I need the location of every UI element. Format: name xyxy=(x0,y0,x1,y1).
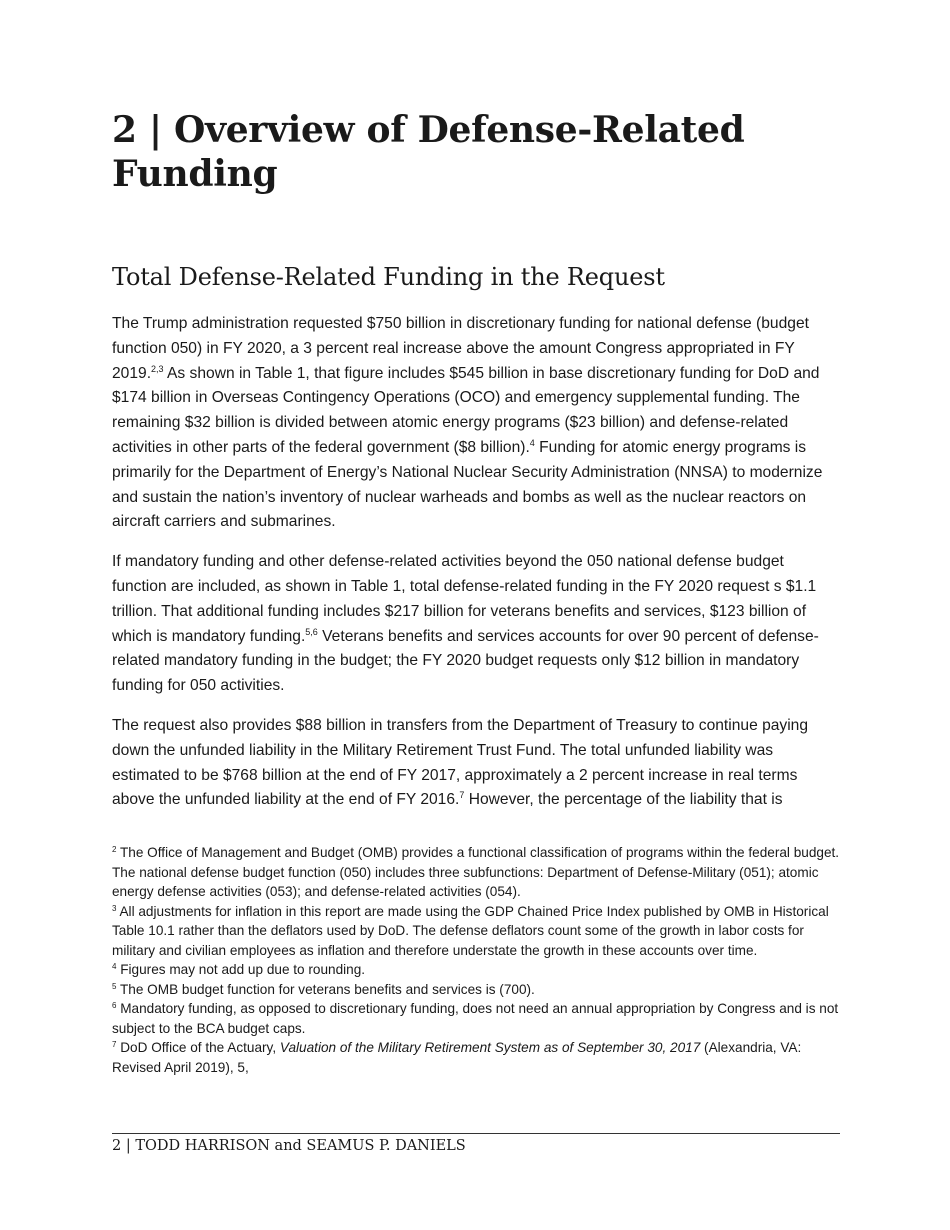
footnote-ref-4[interactable]: 4 xyxy=(529,437,535,448)
footer-page-number: 2 xyxy=(112,1138,122,1154)
footnote-text: The OMB budget function for veterans benefits and services is (700). xyxy=(116,981,535,997)
footnote-number: 3 xyxy=(112,903,117,913)
footnote-7 xyxy=(112,1038,840,1077)
chapter-title-text: Overview of Defense-Related Funding xyxy=(112,109,745,195)
footnotes xyxy=(112,843,840,1077)
footnote-text: Mandatory funding, as opposed to discretionary funding, does not need an annual appropriation by Congress and is not subject to the BCA budget caps. xyxy=(112,1001,839,1036)
footnote-number: 4 xyxy=(112,962,117,971)
footer-separator: | xyxy=(121,1138,136,1154)
paragraph-1-text-b: As shown in Table 1, that figure includes $545 billion in base discretionary funding for DoD and $174 billion in Overseas Contingency Operations (OCO) and emergency supplemental funding. The remaining $32 billion is divided between atomic energy programs ($23 billion) and defense-related activities in other parts of the federal government ($8 billion). xyxy=(112,364,820,456)
paragraph-3-text-a: The request also provides $88 billion in transfers from the Department of Treasury to continue paying down the unfunded liability in the Military Retirement Trust Fund. The total unfunded liability was estimated to be $768 billion at the end of FY 2017, approximately a 2 percent increase in real terms above the unfunded liability at the end of FY 2016. xyxy=(112,716,809,809)
section-heading: Total Defense-Related Funding in the Request xyxy=(112,263,665,291)
footnote-number: 2 xyxy=(112,845,117,854)
page-footer xyxy=(112,1136,840,1156)
footnote-number: 7 xyxy=(112,1040,117,1049)
footnote-5 xyxy=(112,980,840,1000)
footer-divider xyxy=(112,1133,840,1134)
footer-authors: TODD HARRISON and SEAMUS P. DANIELS xyxy=(135,1138,466,1154)
paragraph-2-text-b: Veterans benefits and services accounts for over 90 percent of defense-related mandatory funding in the budget; the FY 2020 budget requests only $12 billion in mandatory funding for 050 activities. xyxy=(112,627,819,695)
footnote-number: 6 xyxy=(112,1001,117,1010)
footnote-text: Figures may not add up due to rounding. xyxy=(116,962,366,977)
paragraph-1 xyxy=(112,312,840,535)
footnote-text: The Office of Management and Budget (OMB) provides a functional classification of programs within the federal budget. The national defense budget function (050) includes three subfunctions: Department of Defense-Military (051); atomic energy defense activities (053); and defense-related activities (054). xyxy=(112,845,840,899)
footnote-ref-7[interactable]: 7 xyxy=(459,790,465,801)
footnote-2 xyxy=(112,843,840,902)
footnote-4 xyxy=(112,960,840,980)
footnote-ref-2-3[interactable]: 2,3 xyxy=(151,363,164,374)
paragraph-2 xyxy=(112,550,840,699)
paragraph-3-text-b: However, the percentage of the liability that is xyxy=(464,791,783,809)
paragraph-3 xyxy=(112,714,840,813)
footnote-3 xyxy=(112,902,840,961)
paragraph-2-text-a: If mandatory funding and other defense-related activities beyond the 050 national defense budget function are included, as shown in Table 1, total defense-related funding in the FY 2020 request s $1.1 trillion. That additional funding includes $217 billion for veterans benefits and services, $123 billion of which is mandatory funding. xyxy=(112,553,817,645)
footnote-ref-5-6[interactable]: 5,6 xyxy=(305,626,318,637)
footnote-citation-title: Valuation of the Military Retirement System as of September 30, 2017 xyxy=(279,1040,701,1055)
paragraph-1-text-c: Funding for atomic energy programs is primarily for the Department of Energy’s National Nuclear Security Administration (NNSA) to modernize and sustain the nation’s inventory of nuclear warheads and bombs as well as the nuclear reactors on aircraft carriers and submarines. xyxy=(112,438,823,531)
body-text xyxy=(112,312,840,828)
footnote-text: All adjustments for inflation in this report are made using the GDP Chained Price Index published by OMB in Historical Table 10.1 rather than the deflators used by DoD. The defense deflators count some of the growth in labor costs for military and civilian employees as inflation and therefore understate the growth in these accounts over time. xyxy=(112,903,829,958)
chapter-number: 2 xyxy=(112,109,137,151)
paragraph-1-text-a: The Trump administration requested $750 billion in discretionary funding for national defense (budget function 050) in FY 2020, a 3 percent real increase above the amount Congress appropriated in FY 2019. xyxy=(112,315,809,382)
chapter-title xyxy=(112,108,840,196)
footnote-number: 5 xyxy=(112,981,117,991)
footnote-text: (Alexandria, VA: Revised April 2019), 5, xyxy=(112,1040,802,1075)
footnote-6 xyxy=(112,999,840,1038)
chapter-separator: | xyxy=(136,109,175,151)
footnote-text: DoD Office of the Actuary, xyxy=(116,1040,280,1055)
